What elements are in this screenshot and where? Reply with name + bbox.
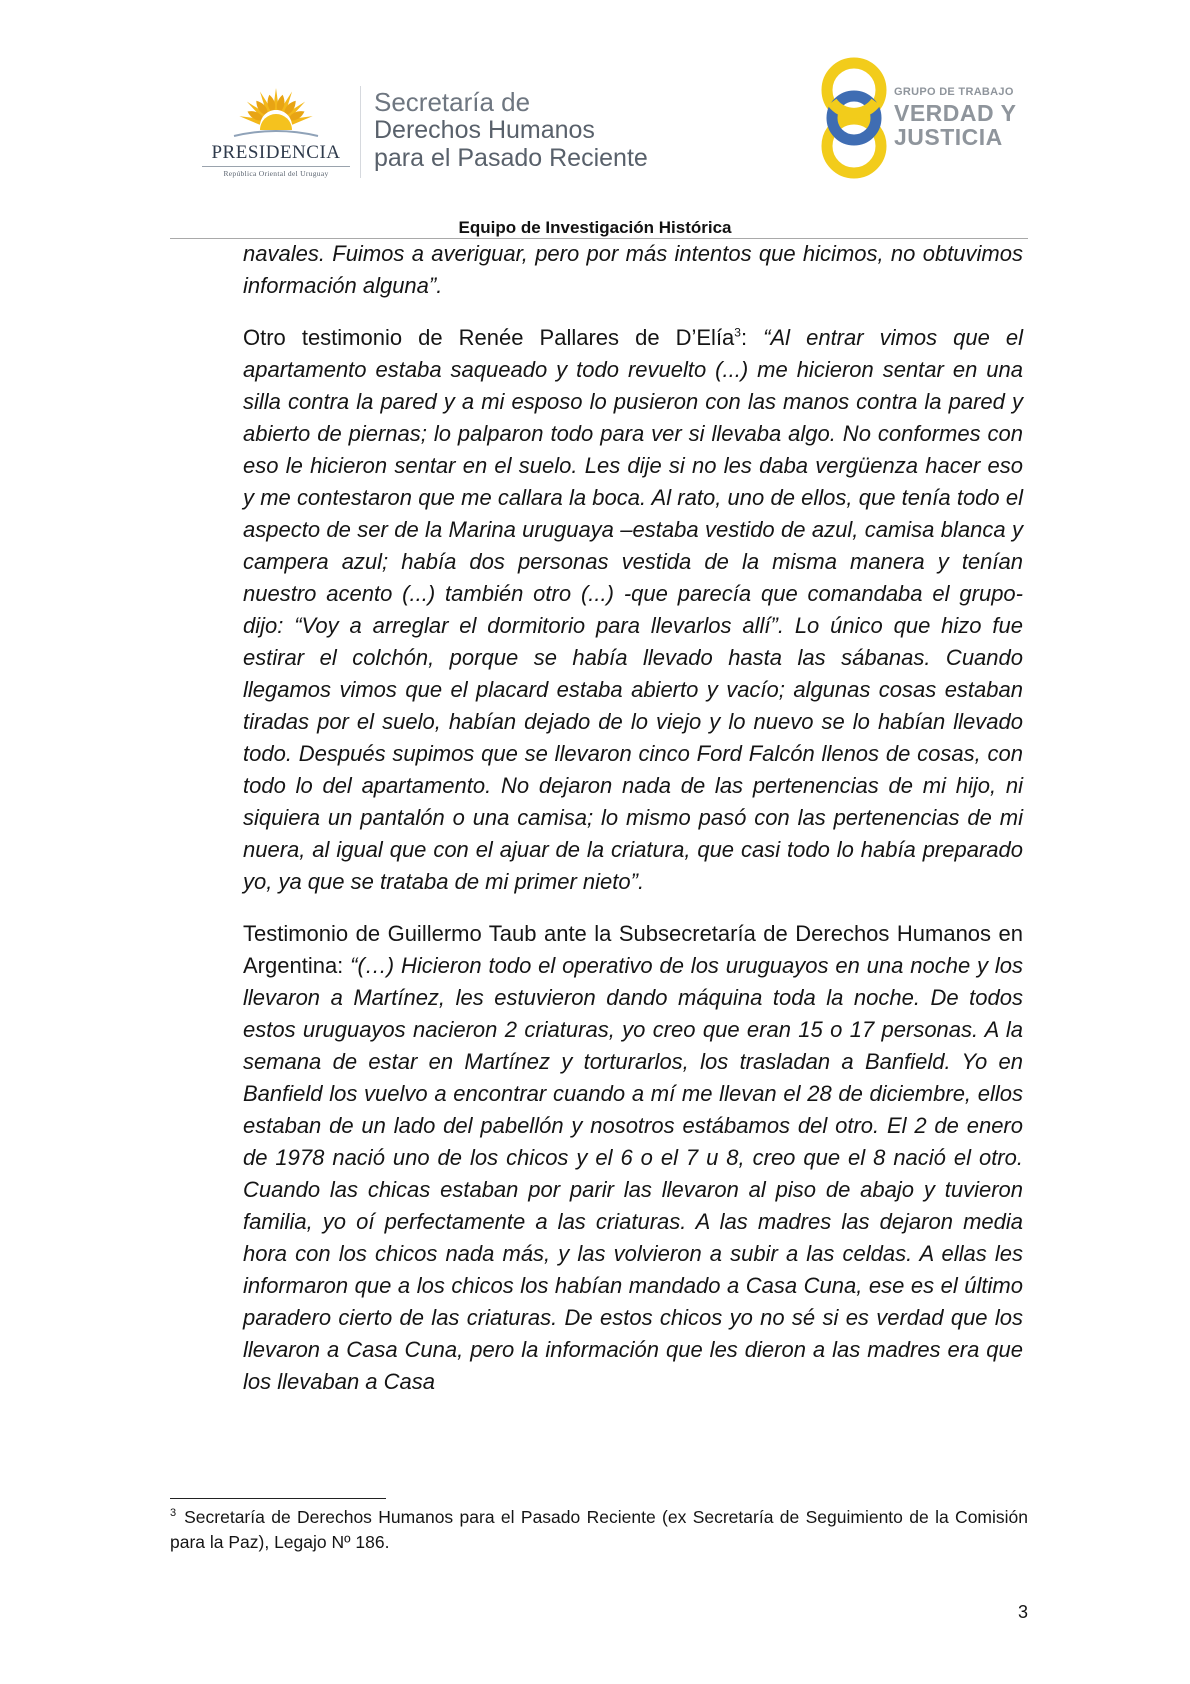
secretaria-line-1: Secretaría de	[374, 87, 531, 117]
paragraph-2-quote: “Al entrar vimos que el apartamento estaba saqueado y todo revuelto (...) me hicieron sentar en una silla contra la pared y a mi esposo lo pusieron con las manos contra la pared y abierto de piernas; lo palparon todo para ver si llevaba algo. No conformes con eso le hicieron sentar en el suelo. Les dije si no les daba vergüenza hacer eso y me contestaron que me callara la boca. Al rato, uno de ellos, que tenía todo el aspecto de ser de la Marina uruguaya –estaba vestido de azul, camisa blanca y campera azul; había dos personas vestida de la misma manera y tenían nuestro acento (...) también otro (...) -que parecía que comandaba el grupo- dijo: “Voy a arreglar el dormitorio para llevarlos allí”. Lo único que hizo fue estirar el colchón, porque se había llevado hasta las sábanas. Cuando llegamos vimos que el placard estaba abierto y vacío; algunas cosas estaban tiradas por el suelo, habían dejado de lo viejo y lo nuevo se lo habían llevado todo. Después supimos que se llevaron cinco Ford Falcón llenos de cosas, con todo lo del apartamento. No dejaron nada de las pertenencias de mi hijo, ni siquiera un pantalón o una camisa; lo mismo pasó con las pertenencias de mi nuera, al igual que con el ajuar de la criatura, que casi todo lo había preparado yo, ya que se trataba de mi primer nieto”.	[243, 325, 1023, 894]
paragraph-3-quote: “(…) Hicieron todo el operativo de los uruguayos en una noche y los llevaron a Martínez, les estuvieron dando máquina toda la noche. De todos estos uruguayos nacieron 2 criaturas, yo creo que eran 15 o 17 personas. A la semana de estar en Martínez y torturarlos, los trasladan a Banfield. Yo en Banfield los vuelvo a encontrar cuando a mí me llevan el 28 de diciembre, ellos estaban de un lado del pabellón y nosotros estábamos del otro. El 2 de enero de 1978 nació uno de los chicos y el 6 o el 7 u 8, creo que el 8 nació el otro. Cuando las chicas estaban por parir las llevaron al piso de abajo y tuvieron familia, yo oí perfectamente a las criaturas. A las madres las dejaron media hora con los chicos nada más, y las volvieron a subir a las celdas. A ellas les informaron que a los chicos los habían mandado a Casa Cuna, ese es el último paradero cierto de las criaturas. De estos chicos yo no sé si es verdad que los llevaron a Casa Cuna, pero la información que les dieron a las madres era que los llevaban a Casa	[243, 953, 1023, 1394]
presidencia-subtitle: República Oriental del Uruguay	[223, 169, 329, 178]
interlocking-rings-icon	[818, 56, 890, 180]
sun-emblem-icon	[230, 80, 322, 146]
footnote-number: 3	[170, 1507, 177, 1520]
paragraph-3	[243, 918, 1023, 1398]
grupo-line-3: JUSTICIA	[894, 124, 1003, 150]
footnote-rule	[170, 1498, 386, 1499]
secretaria-line-3: para el Pasado Reciente	[374, 144, 648, 172]
document-body	[243, 238, 1023, 1418]
paragraph-1	[243, 238, 1023, 302]
footnote-text: Secretaría de Derechos Humanos para el Pasado Reciente (ex Secretaría de Seguimiento de la Comisión para la Paz), Legajo Nº 186.	[170, 1507, 1028, 1552]
secretaria-line-2: Derechos Humanos	[374, 116, 595, 144]
page-number: 3	[1017, 1602, 1028, 1622]
paragraph-2	[243, 322, 1023, 898]
footnote	[170, 1505, 1028, 1555]
presidencia-name: PRESIDENCIA	[211, 142, 341, 163]
paragraph-2-separator: :	[740, 325, 764, 350]
grupo-verdad-justicia-logo	[818, 56, 1028, 180]
secretaria-logo	[374, 88, 648, 172]
footnote-ref-3[interactable]: 3	[734, 325, 741, 340]
grupo-line-2: VERDAD Y	[894, 100, 1017, 126]
header-separator	[360, 86, 361, 178]
presidencia-divider	[202, 166, 350, 167]
paragraph-1-text: navales. Fuimos a averiguar, pero por más intentos que hicimos, no obtuvimos información alguna”.	[243, 241, 1023, 298]
paragraph-2-intro: Otro testimonio de Renée Pallares de D’Elía	[243, 325, 735, 350]
paragraph-3-intro: Testimonio de Guillermo Taub ante la Subsecretaría de Derechos Humanos en Argentina:	[243, 921, 1023, 978]
department-title: Equipo de Investigación Histórica	[458, 218, 732, 237]
presidencia-logo	[196, 80, 356, 180]
grupo-line-1: GRUPO DE TRABAJO	[894, 86, 1014, 98]
